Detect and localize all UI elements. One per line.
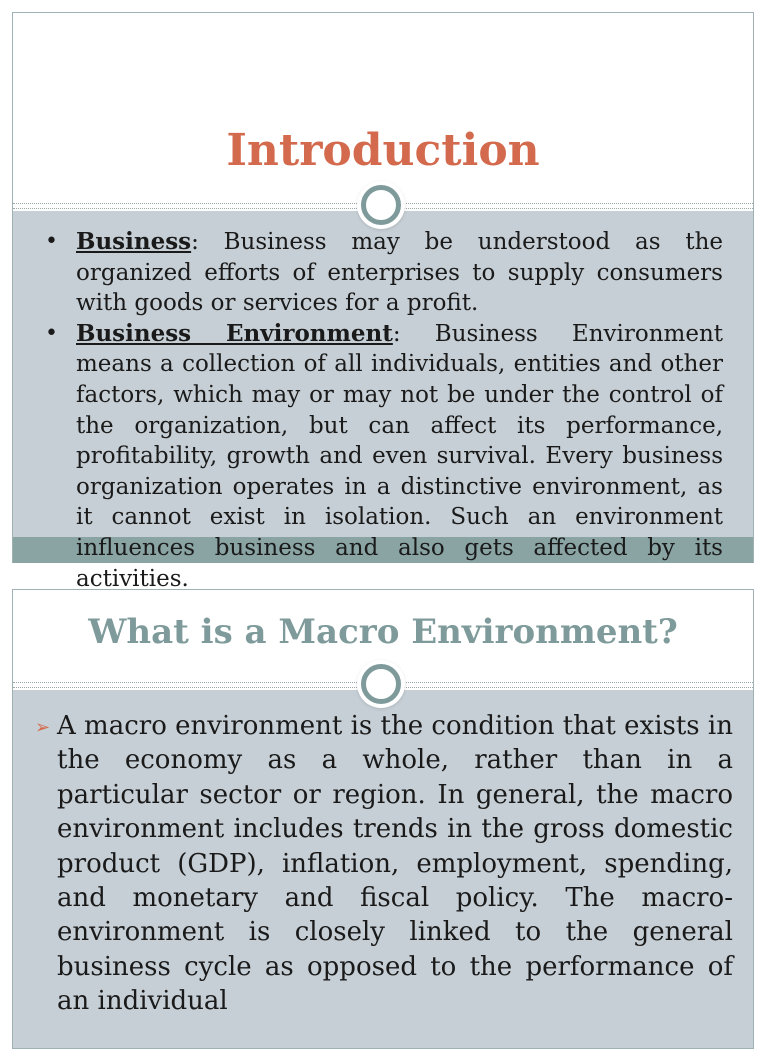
bullet-term: Business	[76, 228, 192, 255]
ring-ornament-icon	[361, 185, 401, 225]
slide-title: What is a Macro Environment?	[88, 612, 678, 652]
arrow-bullet-icon: ➢	[35, 717, 51, 738]
ring-ornament-icon	[361, 664, 401, 704]
slide-title: Introduction	[226, 125, 540, 176]
bullet-text: A macro environment is the condition that exists in the economy as a whole, rather than in a particular sector or region. In general, the macro environment includes trends in the gross domestic product (GDP), inflation, employment, spending, and monetary and fiscal policy. The macro-environment is closely linked to the general business cycle as opposed to the performance of an individual	[57, 711, 733, 1017]
slide-macro-environment	[12, 589, 754, 1049]
slide-content	[33, 709, 733, 1019]
bullet-item	[33, 709, 733, 1019]
slide-introduction	[12, 12, 754, 592]
slide-title-area	[13, 13, 753, 211]
bullet-term: Business Environment	[76, 319, 393, 347]
bullet-text: : Business Environment means a collection of all individuals, entities and other factors, which may or may not be under the control of the organization, but can affect its performance, profitability, growth and even survival. Every business organization operates in a distinctive environment, as it cannot exist in isolation. Such an environment influences business and also gets affected by its activities.	[76, 320, 723, 592]
bullet-text: : Business may be understood as the organized efforts of enterprises to supply consumers with goods or services for a profit.	[76, 229, 723, 317]
slide-content	[43, 227, 723, 594]
bullet-item	[43, 319, 723, 594]
bullet-item	[43, 227, 723, 319]
